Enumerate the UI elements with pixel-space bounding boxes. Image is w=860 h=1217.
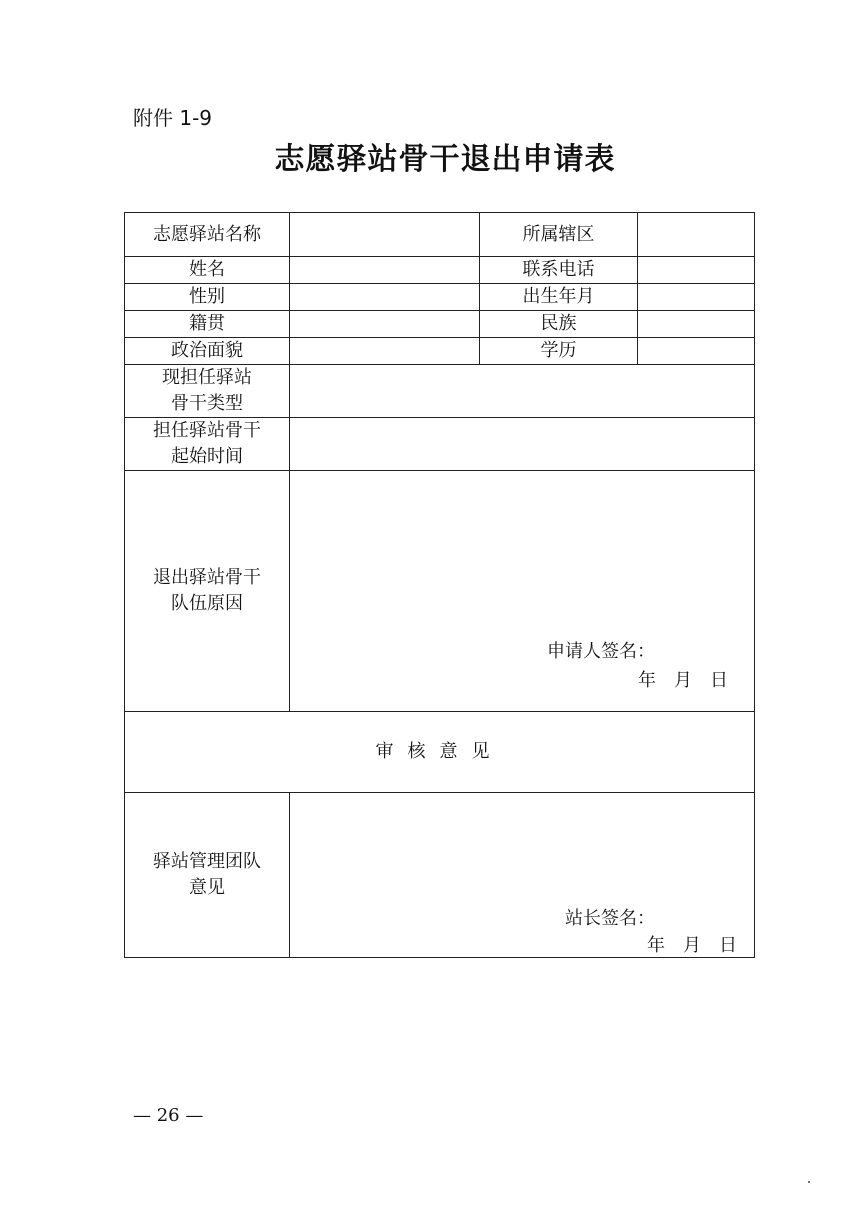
ethnicity-label: 民族: [480, 311, 638, 338]
review-opinion-header: [125, 712, 755, 793]
table-row: [125, 338, 755, 365]
station-name-label: 志愿驿站名称: [125, 213, 290, 257]
start-time-label: [125, 418, 290, 471]
table-row: [125, 213, 755, 257]
gender-field[interactable]: [290, 284, 480, 311]
district-label: 所属辖区: [480, 213, 638, 257]
table-row: [125, 712, 755, 793]
district-field[interactable]: [638, 213, 755, 257]
table-row: [125, 257, 755, 284]
exit-reason-label: [125, 471, 290, 712]
gender-label: 性别: [125, 284, 290, 311]
management-label-line1: 驿站管理团队: [153, 851, 261, 872]
political-status-label: 政治面貌: [125, 338, 290, 365]
education-label: 学历: [480, 338, 638, 365]
exit-reason-field[interactable]: [290, 471, 755, 712]
management-opinion-area: [290, 793, 754, 957]
exit-reason-label-line1: 退出驿站骨干: [153, 567, 261, 588]
exit-reason-label-line2: 队伍原因: [171, 593, 243, 614]
table-row: [125, 471, 755, 712]
exit-reason-area: [290, 471, 754, 711]
station-name-field[interactable]: [290, 213, 480, 257]
native-place-label: 籍贯: [125, 311, 290, 338]
phone-label: 联系电话: [480, 257, 638, 284]
birth-field[interactable]: [638, 284, 755, 311]
political-status-field[interactable]: [290, 338, 480, 365]
start-time-label-line1: 担任驿站骨干: [153, 420, 261, 441]
scan-dot: [808, 1181, 810, 1183]
table-row: [125, 418, 755, 471]
table-row: [125, 284, 755, 311]
birth-label: 出生年月: [480, 284, 638, 311]
backbone-type-label-line1: 现担任驿站: [162, 367, 252, 388]
application-form-table: [124, 212, 755, 958]
page-number: — 26 —: [133, 1105, 204, 1126]
name-field[interactable]: [290, 257, 480, 284]
table-row: [125, 793, 755, 958]
start-time-field[interactable]: [290, 418, 755, 471]
form-title: 志愿驿站骨干退出申请表: [274, 142, 616, 177]
applicant-date-label: 年 月 日: [638, 670, 728, 691]
management-opinion-field[interactable]: [290, 793, 755, 958]
start-time-label-line2: 起始时间: [171, 446, 243, 467]
backbone-type-label-line2: 骨干类型: [171, 393, 243, 414]
education-field[interactable]: [638, 338, 755, 365]
management-opinion-label: [125, 793, 290, 958]
management-label-line2: 意见: [189, 877, 225, 898]
backbone-type-label: [125, 365, 290, 418]
native-place-field[interactable]: [290, 311, 480, 338]
backbone-type-field[interactable]: [290, 365, 755, 418]
applicant-signature-label: 申请人签名：: [547, 641, 655, 662]
review-opinion-title: 审核意见: [375, 741, 504, 762]
phone-field[interactable]: [638, 257, 755, 284]
ethnicity-field[interactable]: [638, 311, 755, 338]
table-row: [125, 311, 755, 338]
manager-signature-label: 站长签名：: [565, 908, 655, 929]
attachment-label: 附件 1-9: [133, 106, 213, 130]
name-label: 姓名: [125, 257, 290, 284]
manager-date-label: 年 月 日: [647, 935, 737, 956]
table-row: [125, 365, 755, 418]
